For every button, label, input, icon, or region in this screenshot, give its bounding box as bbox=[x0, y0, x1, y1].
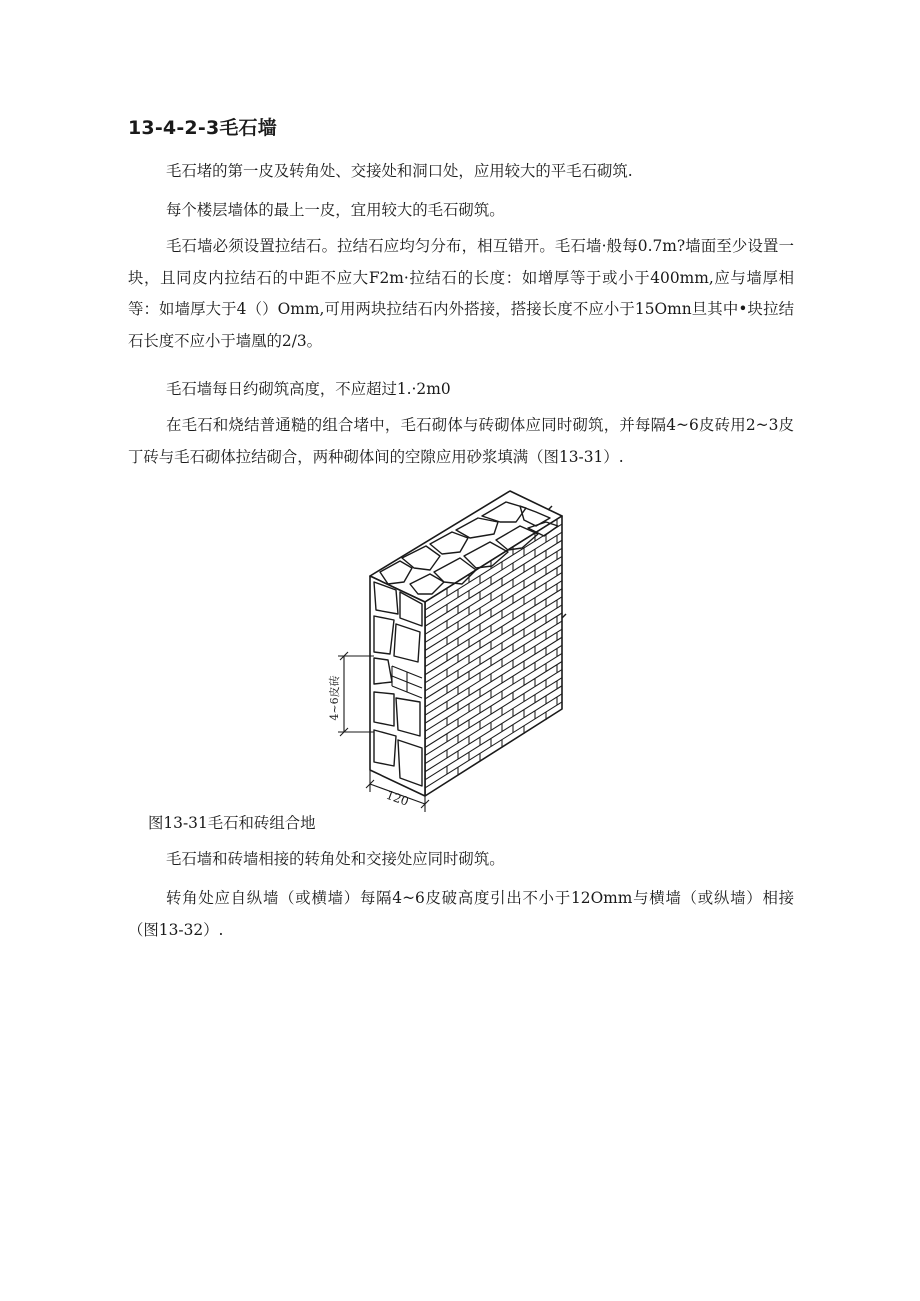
paragraph-7: 转角处应自纵墙（或横墙）每隔4~6皮破高度引出不小于12Omm与横墙（或纵墙）相接（图13-32）. bbox=[128, 889, 794, 939]
paragraph-5: 在毛石和烧结普通糙的组合堵中，毛石砌体与砖砌体应同时砌筑，并每隔4~6皮砖用2~3皮丁砖与毛石砌体拉结砌合，两种砌体间的空隙应用砂浆填满（图13-31）. bbox=[128, 416, 794, 466]
dimension-label-courses: 4~6皮砖 bbox=[328, 675, 341, 721]
paragraph-1: 毛石堵的第一皮及转角处、交接处和洞口处，应用较大的平毛石砌筑. bbox=[166, 162, 633, 180]
section-heading: 13-4-2-3毛石墙 bbox=[128, 117, 277, 139]
paragraph-6: 毛石墙和砖墙相接的转角处和交接处应同时砌筑。 bbox=[166, 850, 505, 868]
paragraph-4: 毛石墙每日约砌筑高度，不应超过1.·2m0 bbox=[166, 380, 451, 398]
wall-figure bbox=[330, 486, 600, 812]
dimension-label-thickness: 120 bbox=[384, 787, 411, 809]
paragraph-2: 每个楼层墙体的最上一皮，宜用较大的毛石砌筑。 bbox=[166, 201, 505, 219]
paragraph-3: 毛石墙必须设置拉结石。拉结石应均匀分布，相互错开。毛石墙·般每0.7m?墙面至少设置一块，且同皮内拉结石的中距不应大F2m·拉结石的长度：如增厚等于或小于400mm,应与墙厚相等：如墙厚大于4（）Omm,可用两块拉结石内外搭接，搭接长度不应小于15Omn旦其中•块拉结石长度不应小于墙凰的2/3。 bbox=[128, 237, 794, 350]
figure-caption: 图13-31毛石和砖组合地 bbox=[148, 814, 316, 832]
